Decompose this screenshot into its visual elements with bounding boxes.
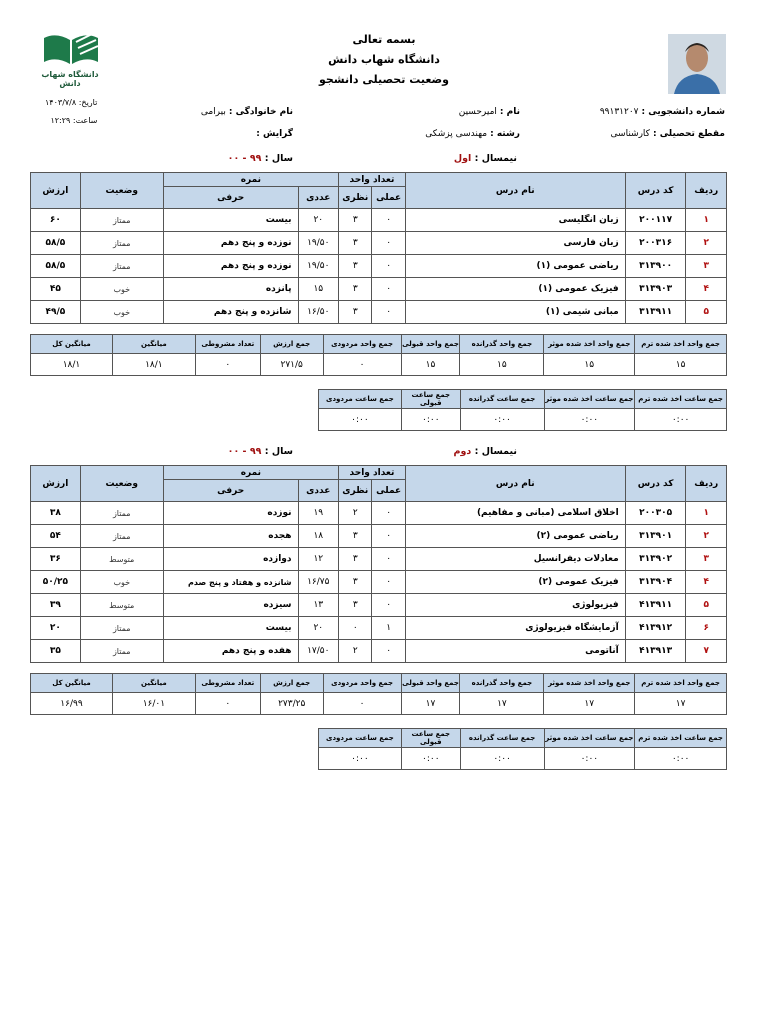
student-level: مقطع تحصیلی :کارشناسی: [610, 129, 725, 139]
hours-effective: ۰:۰۰: [544, 409, 635, 431]
col-name: نام درس: [405, 466, 625, 502]
hours-failed: ۰:۰۰: [319, 409, 402, 431]
student-name: نام :امیرحسین: [458, 107, 520, 117]
table-row: ۷ ۴۱۳۹۱۳ آناتومی ۰ ۲ ۱۷/۵۰ هفده و پنج دهم ممتاز ۳۵: [31, 640, 727, 663]
hours-taken-header: جمع ساعت اخذ شده ترم: [635, 390, 727, 409]
col-row: ردیف: [686, 173, 727, 209]
hours-failed-header: جمع ساعت مردودی: [319, 390, 402, 409]
hours-accepted: ۰:۰۰: [401, 748, 460, 770]
table-row: ۳ ۳۱۳۹۰۲ معادلات دیفرانسیل ۰ ۳ ۱۲ دوازده متوسط ۳۶: [31, 548, 727, 571]
semester-1-label: نیمسال : اول: [453, 153, 517, 164]
sum-accepted-units-header: جمع واحد قبولی: [401, 674, 460, 693]
sum-effective-units: ۱۷: [544, 693, 635, 715]
sum-accepted-units: ۱۷: [401, 693, 460, 715]
col-units: تعداد واحد: [339, 466, 406, 480]
sum-taken-units: ۱۷: [635, 693, 727, 715]
sum-taken-units: ۱۵: [635, 354, 727, 376]
col-code: کد درس: [625, 466, 686, 502]
col-practical: عملی: [372, 480, 405, 502]
hours-passed-header: جمع ساعت گذرانده: [460, 729, 544, 748]
semester-2-year: سال : ۹۹ - ۰۰: [227, 446, 293, 457]
hours-taken-header: جمع ساعت اخذ شده ترم: [635, 729, 727, 748]
col-theory: نظری: [339, 480, 372, 502]
sum-conditional-header: تعداد مشروطی: [195, 335, 260, 354]
sum-value-header: جمع ارزش: [260, 674, 323, 693]
table-row: ۱ ۲۰۰۱۱۷ زبان انگلیسی ۰ ۳ ۲۰ بیست ممتاز ۶۰: [31, 209, 727, 232]
col-row: ردیف: [686, 466, 727, 502]
col-units: تعداد واحد: [339, 173, 406, 187]
page-header: [234, 30, 534, 90]
time-label: ساعت:: [72, 116, 98, 125]
hours-failed: ۰:۰۰: [319, 748, 402, 770]
col-value: ارزش: [31, 466, 81, 502]
student-field: رشته :مهندسی پزشکی: [425, 129, 520, 139]
hours-passed: ۰:۰۰: [460, 409, 544, 431]
student-id: شماره دانشجویی :۹۹۱۳۱۲۰۷: [599, 107, 725, 117]
sum-failed-units: ۰: [323, 693, 401, 715]
table-row: ۲ ۳۱۳۹۰۱ ریاضی عمومی (۲) ۰ ۳ ۱۸ هجده ممتاز ۵۴: [31, 525, 727, 548]
table-row: ۴ ۳۱۳۹۰۴ فیزیک عمومی (۲) ۰ ۳ ۱۶/۷۵ شانزده و هفتاد و پنج صدم خوب ۵۰/۲۵: [31, 571, 727, 594]
semester-2-summary-table: [30, 673, 727, 715]
col-name: نام درس: [405, 173, 625, 209]
sum-average-header: میانگین: [112, 335, 195, 354]
time-value: ۱۲:۲۹: [50, 116, 71, 125]
logo-text: دانشگاه شهاب دانش: [41, 70, 99, 88]
semester-2-label: نیمسال : دوم: [453, 446, 517, 457]
sum-effective-units-header: جمع واحد اخذ شده موثر: [544, 674, 635, 693]
sum-passed-units: ۱۵: [460, 354, 544, 376]
print-datetime: [45, 94, 97, 130]
sum-conditional: ۰: [195, 693, 260, 715]
sum-passed-units-header: جمع واحد گذرانده: [460, 335, 544, 354]
sum-passed-units: ۱۷: [460, 693, 544, 715]
semester-1-year: سال : ۹۹ - ۰۰: [227, 153, 293, 164]
sum-effective-units: ۱۵: [544, 354, 635, 376]
col-status: وضعیت: [80, 466, 163, 502]
sum-conditional-header: تعداد مشروطی: [195, 674, 260, 693]
sum-average: ۱۸/۱: [112, 354, 195, 376]
page-title: وضعیت تحصیلی دانشجو: [318, 73, 450, 86]
col-code: کد درس: [625, 173, 686, 209]
semester-1-hours-table: [318, 389, 727, 431]
table-row: ۱ ۲۰۰۳۰۵ اخلاق اسلامی (مبانی و مفاهیم) ۰ ۲ ۱۹ نوزده ممتاز ۳۸: [31, 502, 727, 525]
hours-taken: ۰:۰۰: [635, 748, 727, 770]
col-letter: حرفی: [163, 480, 298, 502]
table-row: ۳ ۳۱۳۹۰۰ ریاضی عمومی (۱) ۰ ۳ ۱۹/۵۰ نوزده و پنج دهم ممتاز ۵۸/۵: [31, 255, 727, 278]
header-line-1: بسمه تعالی: [352, 33, 416, 46]
col-value: ارزش: [31, 173, 81, 209]
hours-passed-header: جمع ساعت گذرانده: [460, 390, 544, 409]
date-value: ۱۴۰۳/۷/۸: [45, 98, 77, 107]
semester-1-summary-table: [30, 334, 727, 376]
student-photo: [668, 34, 726, 94]
table-row: ۶ ۴۱۳۹۱۲ آزمایشگاه فیزیولوژی ۱ ۰ ۲۰ بیست ممتاز ۲۰: [31, 617, 727, 640]
hours-passed: ۰:۰۰: [460, 748, 544, 770]
semester-2-hours-table: [318, 728, 727, 770]
student-branch: گرایش :: [256, 129, 293, 139]
sum-effective-units-header: جمع واحد اخذ شده موثر: [544, 335, 635, 354]
table-row: ۴ ۳۱۳۹۰۳ فیزیک عمومی (۱) ۰ ۳ ۱۵ پانزده خوب ۴۵: [31, 278, 727, 301]
sum-average: ۱۶/۰۱: [112, 693, 195, 715]
sum-value: ۲۷۱/۵: [260, 354, 323, 376]
date-label: تاریخ:: [78, 98, 98, 107]
sum-total-average: ۱۶/۹۹: [31, 693, 113, 715]
sum-total-average-header: میانگین کل: [31, 335, 113, 354]
sum-value: ۲۷۳/۲۵: [260, 693, 323, 715]
sum-total-average-header: میانگین کل: [31, 674, 113, 693]
col-status: وضعیت: [80, 173, 163, 209]
hours-taken: ۰:۰۰: [635, 409, 727, 431]
col-grade: نمره: [163, 173, 338, 187]
hours-effective-header: جمع ساعت اخذ شده موثر: [544, 729, 635, 748]
col-theory: نظری: [339, 187, 372, 209]
sum-accepted-units-header: جمع واحد قبولی: [401, 335, 460, 354]
col-practical: عملی: [372, 187, 405, 209]
hours-effective: ۰:۰۰: [544, 748, 635, 770]
table-row: ۲ ۲۰۰۳۱۶ زبان فارسی ۰ ۳ ۱۹/۵۰ نوزده و پنج دهم ممتاز ۵۸/۵: [31, 232, 727, 255]
col-numeric: عددی: [298, 187, 339, 209]
sum-failed-units-header: جمع واحد مردودی: [323, 674, 401, 693]
hours-accepted-header: جمع ساعت قبولی: [401, 729, 460, 748]
table-row: ۵ ۴۱۳۹۱۱ فیزیولوژی ۰ ۳ ۱۳ سیزده متوسط ۳۹: [31, 594, 727, 617]
sum-total-average: ۱۸/۱: [31, 354, 113, 376]
semester-1-courses-table: [30, 172, 727, 324]
col-numeric: عددی: [298, 480, 339, 502]
hours-effective-header: جمع ساعت اخذ شده موثر: [544, 390, 635, 409]
hours-failed-header: جمع ساعت مردودی: [319, 729, 402, 748]
university-name: دانشگاه شهاب دانش: [328, 53, 440, 66]
col-letter: حرفی: [163, 187, 298, 209]
hours-accepted: ۰:۰۰: [401, 409, 460, 431]
sum-failed-units: ۰: [323, 354, 401, 376]
sum-conditional: ۰: [195, 354, 260, 376]
sum-passed-units-header: جمع واحد گذرانده: [460, 674, 544, 693]
sum-taken-units-header: جمع واحد اخذ شده ترم: [635, 335, 727, 354]
sum-accepted-units: ۱۵: [401, 354, 460, 376]
student-family: نام خانوادگی :بیرامی: [200, 107, 293, 117]
sum-taken-units-header: جمع واحد اخذ شده ترم: [635, 674, 727, 693]
hours-accepted-header: جمع ساعت قبولی: [401, 390, 460, 409]
table-row: ۵ ۳۱۳۹۱۱ مبانی شیمی (۱) ۰ ۳ ۱۶/۵۰ شانزده و پنج دهم خوب ۴۹/۵: [31, 301, 727, 324]
sum-failed-units-header: جمع واحد مردودی: [323, 335, 401, 354]
sum-value-header: جمع ارزش: [260, 335, 323, 354]
semester-2-courses-table: [30, 465, 727, 663]
sum-average-header: میانگین: [112, 674, 195, 693]
col-grade: نمره: [163, 466, 338, 480]
